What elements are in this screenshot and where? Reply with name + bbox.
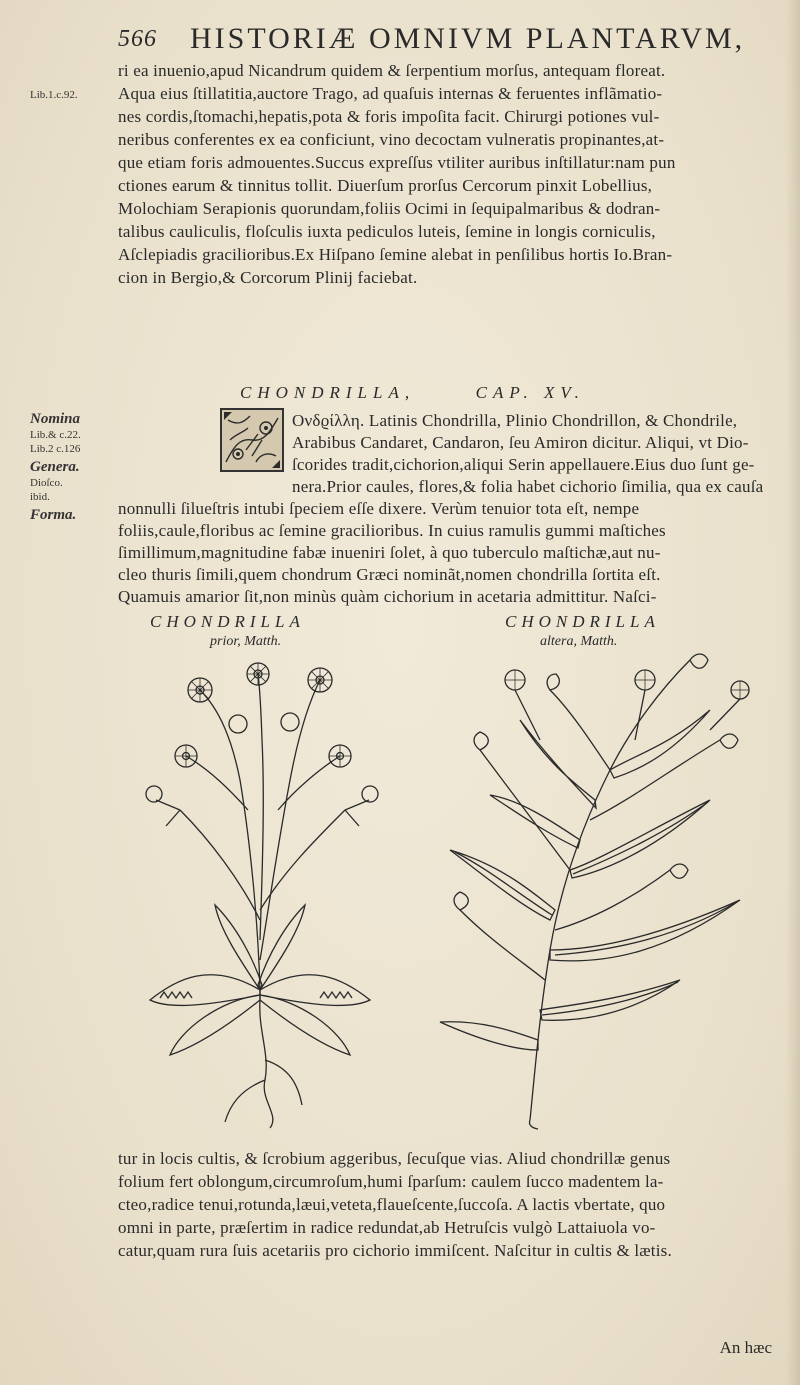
page-edge-shadow (786, 0, 800, 1385)
margin-ref: Lib.& c.22. (30, 429, 81, 441)
page-number: 566 (118, 26, 157, 52)
ornament-icon (222, 410, 282, 470)
chapter-line: Arabibus Candaret, Candaron, ſeu Amiron dicitur. Aliqui, vt Dio- (292, 433, 749, 452)
chapter-heading (240, 383, 585, 403)
body-top-line: Molochiam Serapionis quorundam,foliis Ocimi in ſequipalmaribus & dodran- (118, 199, 661, 218)
running-title: HISTORIÆ OMNIVM PLANTARVM, (190, 22, 746, 55)
decorated-initial (220, 408, 284, 472)
body-top-line: neribus conferentes ex ea conficiunt, vino decoctam vulneratis propinantes,at- (118, 130, 665, 149)
chapter-title: CHONDRILLA, (240, 383, 416, 402)
body-bottom-line: omni in parte, præſertim in radice redundat,ab Hetruſcis vulgò Lattaiuola vo- (118, 1218, 656, 1237)
margin-nomina: Nomina (30, 411, 81, 427)
chapter-line: ſcorides tradit,cichorion,aliqui Serin appellauere.Eius duo ſunt ge- (292, 455, 755, 474)
body-top-line: talibus cauliculis, floſculis iuxta pediculos luteis, ſemine in longis corniculis, (118, 222, 656, 241)
figure-2-subtitle: altera, Matth. (540, 634, 618, 649)
chapter-line: Ονδϱίλλη. Latinis Chondrilla, Plinio Chondrillon, & Chondrile, (292, 411, 738, 430)
body-top-line: ctiones earum & tinnitus tollit. Diuerſum prorſus Cercorum pinxit Lobellius, (118, 176, 653, 195)
margin-note-top: Lib.1.c.92. (30, 89, 78, 101)
body-top-line: cion in Bergio,& Corcorum Plinij faciebat. (118, 268, 418, 287)
chapter-line: nera.Prior caules, flores,& folia habet cichorio ſimilia, qua ex cauſa (292, 477, 764, 496)
page-header (0, 18, 800, 58)
body-top-line: Aqua eius ſtillatitia,auctore Trago, ad quaſuis internas & feruentes inflãmatio- (118, 84, 663, 103)
figure-2-chondrilla-altera (420, 650, 780, 1130)
chapter-line: Quamuis amarior ſit,non minùs quàm cichorium in acetaria admittitur. Naſci- (118, 587, 657, 606)
chapter-line: nonnulli ſilueſtris intubi ſpeciem eſſe dixere. Verùm tenuior tota eſt, nempe (118, 499, 640, 518)
body-top-line: que etiam foris admouentes.Succus expreſſus vtiliter auribus inſtillatur:nam pun (118, 153, 676, 172)
margin-ref: Lib.2 c.126 (30, 443, 81, 455)
body-bottom-line: tur in locis cultis, & ſcrobium aggeribus, ſecuſque vias. Aliud chondrillæ genus (118, 1149, 671, 1168)
figure-1-title: CHONDRILLA (150, 612, 305, 631)
figure-1-chondrilla-prior (120, 660, 400, 1130)
chapter-line: ſimillimum,magnitudine fabæ inueniri ſolet, à quo tuberculo maſtichæ,aut nu- (118, 543, 661, 562)
body-top-line: ri ea inuenio,apud Nicandrum quidem & ſerpentium morſus, antequam floreat. (118, 61, 666, 80)
margin-ref: ibid. (30, 491, 50, 503)
body-top-line: Aſclepiadis gracilioribus.Ex Hiſpano ſemine alebat in penſilibus hortis Io.Bran- (118, 245, 673, 264)
body-top-line: nes cordis,ſtomachi,hepatis,pota & foris impoſita facit. Chirurgi potiones vul- (118, 107, 660, 126)
chapter-line: foliis,caule,floribus ac ſemine gracilioribus. In cuius ramulis gummi maſtiches (118, 521, 666, 540)
body-bottom-line: cteo,radice tenui,rotunda,læui,veteta,flaueſcente,ſuccoſa. A lactis vbertate, quo (118, 1195, 666, 1214)
margin-forma: Forma. (30, 507, 77, 523)
chapter-line: cleo thuris ſimili,quem chondrum Græci nominãt,nomen chondrilla ſortita eſt. (118, 565, 661, 584)
figure-2-title: CHONDRILLA (505, 612, 660, 631)
body-bottom-line: folium fert oblongum,circumroſum,humi ſparſum: caulem ſucco madentem la- (118, 1172, 664, 1191)
margin-genera: Genera. (30, 459, 80, 475)
margin-ref: Dioſco. (30, 477, 63, 489)
body-bottom-line: catur,quam rura ſuis acetariis pro cichorio immiſcent. Naſcitur in cultis & lætis. (118, 1241, 672, 1260)
catchword: An hæc (719, 1338, 772, 1357)
chapter-number: CAP. XV. (475, 383, 585, 402)
figure-1-subtitle: prior, Matth. (210, 634, 282, 649)
